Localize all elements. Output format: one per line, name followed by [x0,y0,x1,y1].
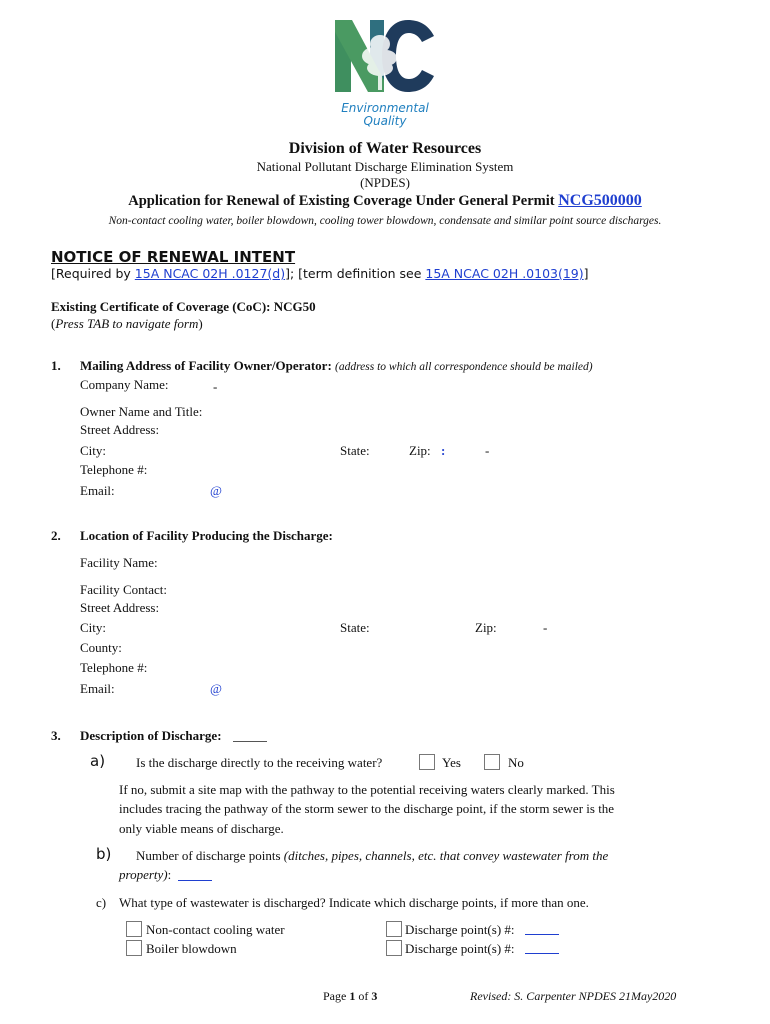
facility-email-label: Email: [80,681,115,696]
notice-requirement [51,266,589,281]
facility-telephone-label: Telephone #: [80,660,148,675]
item-b-line-1 [136,848,608,864]
discharge-points-count-field[interactable] [178,869,212,881]
discharge-point-2-checkbox[interactable] [386,940,402,956]
revision-note: Revised: S. Carpenter NPDES 21May2020 [470,989,677,1003]
item-b-text: Number of discharge points [136,848,281,863]
facility-street-label: Street Address: [80,600,160,615]
item-a-label: a) [90,752,106,770]
item-b-italic-2: property) [119,867,168,882]
page-indicator [323,989,377,1004]
application-text: Application for Renewal of Existing Coverage Under General Permit [128,193,555,209]
rule-0103-link[interactable]: 15A NCAC 02H .0103(19) [425,266,584,281]
system-name: National Pollutant Discharge Elimination System [256,159,514,174]
item-b-line-2 [119,867,171,883]
notice-title: NOTICE OF RENEWAL INTENT [51,248,296,266]
item-a-note-line-3: only viable means of discharge. [119,821,284,836]
item-b-colon: : [167,867,172,882]
item-b-italic-1: (ditches, pipes, channels, etc. that convey wastewater from the [283,848,609,863]
no-checkbox[interactable] [484,754,500,770]
discharge-point-2-field[interactable] [525,942,559,954]
page-current: 1 [349,989,356,1003]
coc-label: Existing Certificate of Coverage (CoC): NCG50 [51,299,316,314]
nc-deq-logo [330,18,440,130]
item-a-note-line-1: If no, submit a site map with the pathway to the potential receiving waters clearly marked. This [119,782,615,797]
section1-note: (address to which all correspondence should be mailed) [335,361,593,373]
system-abbr: (NPDES) [360,175,410,190]
section2-title: Location of Facility Producing the Discharge: [80,528,333,543]
facility-name-label: Facility Name: [80,555,158,570]
facility-zip-label: Zip: [475,620,497,635]
nav-hint-text: Press TAB to navigate form [55,316,199,331]
facility-city-label: City: [80,620,107,635]
discharge-point-1-label: Discharge point(s) #: [405,922,515,937]
facility-zip-extension-field[interactable]: - [543,620,548,635]
item-a-note-line-2: includes tracing the pathway of the storm sewer to the discharge point, if the storm sewer is the [119,801,615,816]
noncontact-cooling-checkbox[interactable] [126,921,142,937]
owner-name-label: Owner Name and Title: [80,404,203,419]
discharge-description-field[interactable] [233,730,267,742]
section1-title: Mailing Address of Facility Owner/Operator: [80,358,332,373]
facility-state-label: State: [340,620,370,635]
no-label: No [508,755,524,770]
nav-open: ( [51,316,56,331]
facility-contact-label: Facility Contact: [80,582,168,597]
street-address-label: Street Address: [80,422,160,437]
requirement-mid: ]; [term definition see [285,266,426,281]
company-name-field[interactable]: - [213,379,218,394]
city-label: City: [80,443,107,458]
item-c-question: What type of wastewater is discharged? Indicate which discharge points, if more than one. [119,895,589,910]
nav-close: ) [198,316,203,331]
item-a-question: Is the discharge directly to the receiving water? [136,755,383,770]
permit-number-link[interactable]: NCG500000 [558,192,642,209]
zip-extension-field[interactable]: - [485,443,490,458]
email-label: Email: [80,483,115,498]
noncontact-cooling-label: Non-contact cooling water [146,922,285,937]
section3-title: Description of Discharge: [80,728,222,743]
item-b-label: b) [96,845,112,863]
discharge-point-1-checkbox[interactable] [386,921,402,937]
rule-0127-link[interactable]: 15A NCAC 02H .0127(d) [134,266,286,281]
page-total: 3 [371,989,378,1003]
facility-email-field[interactable]: @ [210,681,222,696]
yes-checkbox[interactable] [419,754,435,770]
county-label: County: [80,640,122,655]
logo-line-1: Environmental [341,101,429,115]
page-of: of [358,989,369,1003]
discharge-point-1-field[interactable] [525,923,559,935]
discharge-point-2-label: Discharge point(s) #: [405,941,515,956]
boiler-blowdown-checkbox[interactable] [126,940,142,956]
division-title: Division of Water Resources [288,140,482,157]
yes-label: Yes [442,755,461,770]
email-field[interactable]: @ [210,483,222,498]
requirement-suffix: ] [583,266,589,281]
company-name-label: Company Name: [80,377,169,392]
zip-field[interactable]: : [441,443,446,458]
section2-number: 2. [51,528,61,543]
section3-number: 3. [51,728,61,743]
state-label: State: [340,443,370,458]
section1-heading [80,358,593,374]
requirement-prefix: [Required by [51,266,135,281]
application-title [0,192,770,210]
logo-line-2: Quality [363,114,407,128]
boiler-blowdown-label: Boiler blowdown [146,941,237,956]
item-c-label: c) [96,895,107,910]
telephone-label: Telephone #: [80,462,148,477]
coc-nav-hint [51,316,203,332]
zip-label: Zip: [409,443,431,458]
page-word: Page [323,989,347,1003]
application-subtitle: Non-contact cooling water, boiler blowdown, cooling tower blowdown, condensate and similar point source discharges. [108,215,662,227]
section1-number: 1. [51,358,61,373]
